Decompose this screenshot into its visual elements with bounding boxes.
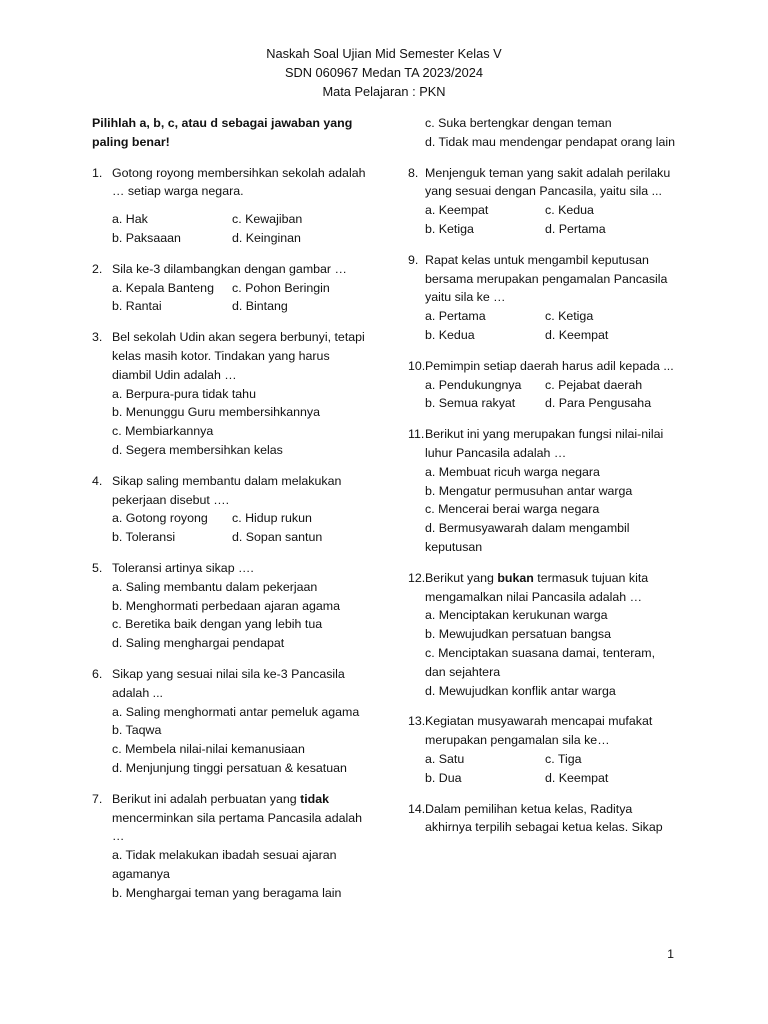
instruction: Pilihlah a, b, c, atau d sebagai jawaban yang paling benar! [92,116,353,149]
question-number: 11. [408,427,425,442]
option-b: b. Rantai [112,299,162,314]
question-number: 4. [92,473,103,488]
options [92,385,367,460]
question-text: Rapat kelas untuk mengambil keputusan bersama merupakan pengamalan Pancasila yaitu sila ke … [425,252,668,305]
question-number: 3. [92,330,103,345]
options [92,210,367,248]
question-number: 7. [92,791,103,806]
option-a: a. Saling menghormati antar pemeluk agama [112,704,360,719]
option-d: d. Keempat [545,327,609,342]
left-column [92,114,367,914]
option-d: d. Segera membersihkan kelas [112,442,283,457]
option-c: c. Membiarkannya [112,424,214,439]
option-a: a. Membuat ricuh warga negara [425,464,600,479]
options [92,279,367,317]
option-b: b. Kedua [425,327,475,342]
option-a: a. Keempat [425,203,489,218]
option-b: b. Semua rakyat [425,396,516,411]
question-3 [92,328,367,460]
question-text: Menjenguk teman yang sakit adalah perilaku yang sesuai dengan Pancasila, yaitu sila ... [425,165,671,199]
question-text: Toleransi artinya sikap …. [112,560,254,575]
option-a: a. Kepala Banteng [112,280,214,295]
option-d: d. Tidak mau mendengar pendapat orang lain [425,134,676,149]
question-text: Sila ke-3 dilambangkan dengan gambar … [112,261,347,276]
option-b: b. Menghargai teman yang beragama lain [112,885,342,900]
option-b: b. Mengatur permusuhan antar warga [425,483,633,498]
question-text: Sikap saling membantu dalam melakukan pekerjaan disebut …. [112,473,342,507]
option-c: c. Tiga [545,751,582,766]
option-c: c. Beretika baik dengan yang lebih tua [112,617,323,632]
question-text: Sikap yang sesuai nilai sila ke-3 Pancasila adalah ... [112,666,345,700]
option-c: c. Mencerai berai warga negara [425,502,600,517]
option-c: c. Membela nilai-nilai kemanusiaan [112,742,305,757]
option-b: b. Ketiga [425,221,474,236]
question-text: Bel sekolah Udin akan segera berbunyi, tetapi kelas masih kotor. Tindakan yang harus diambil Udin adalah … [112,330,365,382]
option-c: c. Kewajiban [232,212,303,227]
option-d: d. Mewujudkan konflik antar warga [425,683,616,698]
option-c: c. Pejabat daerah [545,377,643,392]
question-text [425,569,678,607]
question-number: 12. [408,570,426,585]
option-a: a. Saling membantu dalam pekerjaan [112,579,318,594]
options [408,376,678,414]
document-header [0,44,768,101]
question-number: 13. [408,714,426,729]
options [408,606,678,700]
options [408,750,678,788]
option-a: a. Pendukungnya [425,377,522,392]
option-c: c. Kedua [545,203,594,218]
option-b: b. Paksaaan [112,230,181,245]
question-number: 9. [408,252,419,267]
option-d: d. Bermusyawarah dalam mengambil keputusan [425,521,630,554]
question-14 [408,800,678,838]
option-d: d. Para Pengusaha [545,396,652,411]
question-number: 2. [92,261,103,276]
header-subject: Mata Pelajaran : PKN [322,84,446,99]
options [408,114,678,152]
option-c: c. Hidup rukun [232,511,312,526]
right-column [408,114,678,849]
option-c: c. Pohon Beringin [232,280,330,295]
option-a: a. Pertama [425,309,486,324]
question-12 [408,569,678,701]
option-d: d. Sopan santun [232,530,323,545]
question-5 [92,559,367,653]
question-2 [92,260,367,316]
question-text-part: termasuk tujuan kita mengamalkan nilai Pancasila adalah … [425,570,649,604]
options [92,846,367,902]
option-a: a. Berpura-pura tidak tahu [112,386,256,401]
emphasis-word: bukan [497,570,534,585]
option-d: d. Keempat [545,770,609,785]
question-1 [92,164,367,248]
question-text: Berikut ini yang merupakan fungsi nilai-nilai luhur Pancasila adalah … [425,427,664,460]
option-d: d. Saling menghargai pendapat [112,636,285,651]
question-4 [92,472,367,547]
question-text-part: Berikut yang [425,570,498,585]
option-d: d. Keinginan [232,230,301,245]
options [408,307,678,345]
option-c: c. Suka bertengkar dengan teman [425,116,612,130]
option-c: c. Menciptakan suasana damai, tenteram, dan sejahtera [425,645,656,679]
question-13 [408,712,678,787]
option-a: a. Satu [425,751,465,766]
option-b: b. Taqwa [112,723,162,738]
question-number: 10. [408,358,426,373]
option-a: a. Tidak melakukan ibadah sesuai ajaran agamanya [112,848,337,881]
emphasis-word: tidak [300,791,329,806]
question-number: 1. [92,165,103,180]
options [92,509,367,547]
page-number: 1 [667,947,674,961]
option-b: b. Toleransi [112,530,176,545]
options [92,703,367,778]
header-school: SDN 060967 Medan TA 2023/2024 [284,65,484,80]
question-text: Gotong royong membersihkan sekolah adalah … setiap warga negara. [112,165,366,199]
option-b: b. Menunggu Guru membersihkannya [112,405,321,420]
options [408,201,678,239]
option-a: a. Menciptakan kerukunan warga [425,608,608,623]
option-a: a. Hak [112,212,148,227]
options [408,463,678,557]
option-b: b. Dua [425,770,462,785]
option-b: b. Mewujudkan persatuan bangsa [425,627,611,642]
option-d: d. Pertama [545,221,606,236]
question-7 [92,790,367,903]
option-b: b. Menghormati perbedaan ajaran agama [112,598,340,613]
question-text: Pemimpin setiap daerah harus adil kepada ... [425,358,674,373]
question-number: 8. [408,165,419,180]
question-text: Dalam pemilihan ketua kelas, Raditya akhirnya terpilih sebagai ketua kelas. Sikap [425,801,663,835]
question-number: 5. [92,560,103,575]
option-a: a. Gotong royong [112,511,208,526]
header-title: Naskah Soal Ujian Mid Semester Kelas V [266,46,502,61]
question-text: Kegiatan musyawarah mencapai mufakat merupakan pengamalan sila ke… [425,714,653,748]
question-number: 14. [408,801,426,816]
question-number: 6. [92,666,103,681]
option-c: c. Ketiga [545,309,594,324]
question-10 [408,357,678,413]
option-d: d. Menjunjung tinggi persatuan & kesatuan [112,760,347,775]
question-text-part: mencerminkan sila pertama Pancasila adalah … [112,810,363,844]
question-text-part: Berikut ini adalah perbuatan yang [112,791,301,806]
option-d: d. Bintang [232,299,288,314]
options [92,578,367,653]
question-8 [408,164,678,239]
question-7-continued [408,114,678,152]
question-9 [408,251,678,345]
question-text [112,790,367,846]
question-11 [408,425,678,557]
question-6 [92,665,367,778]
